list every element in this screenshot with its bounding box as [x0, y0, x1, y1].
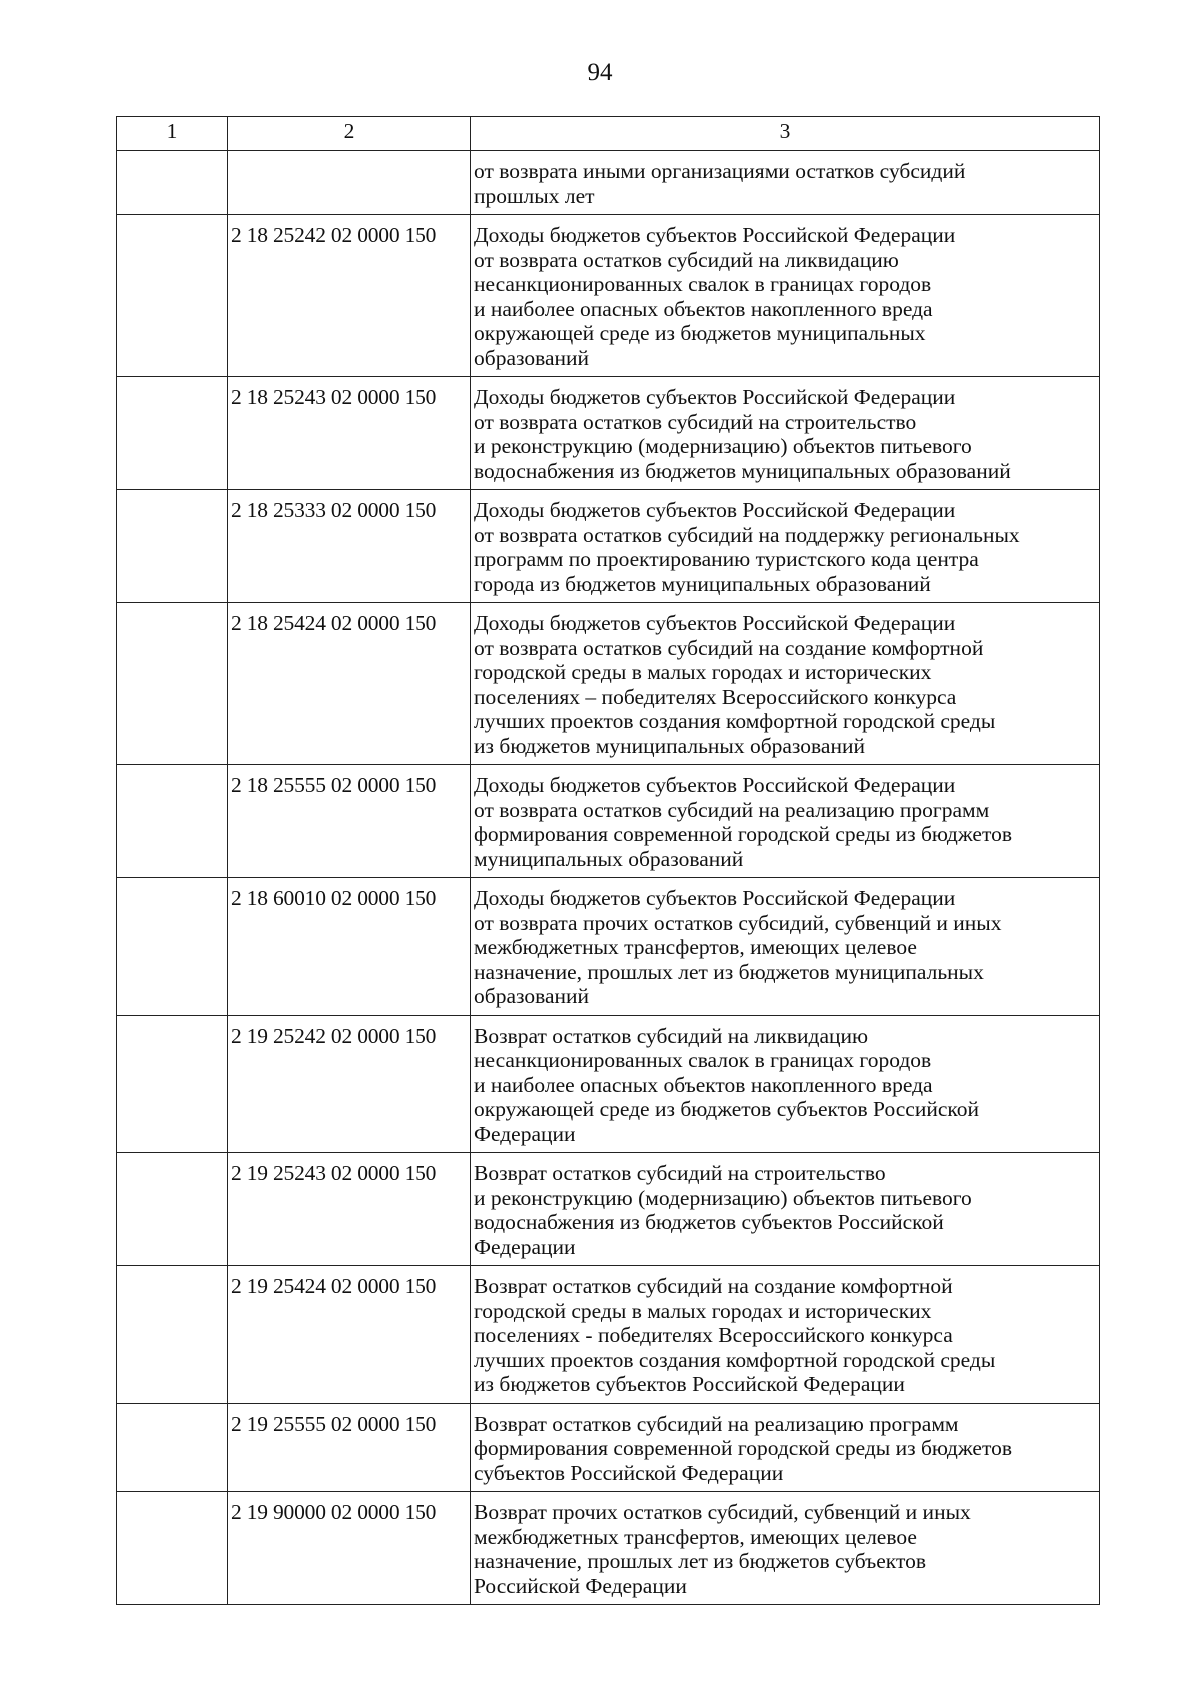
row-number-cell	[117, 490, 228, 603]
budget-code-cell: 2 18 25555 02 0000 150	[228, 765, 471, 878]
description-cell	[471, 1403, 1100, 1492]
description-line: города из бюджетов муниципальных образований	[474, 571, 931, 596]
table-row	[117, 1266, 1100, 1404]
description-line: Российской Федерации	[474, 1573, 687, 1598]
description-line: несанкционированных свалок в границах городов	[474, 1048, 932, 1072]
description-line: от возврата иными организациями остатков субсидий	[474, 159, 966, 183]
description-line: образований	[474, 984, 590, 1008]
row-number-cell	[117, 1266, 228, 1404]
budget-code-cell: 2 18 25424 02 0000 150	[228, 603, 471, 765]
budget-code-cell	[228, 151, 471, 215]
description-line: Возврат остатков субсидий на реализацию программ	[474, 1411, 959, 1436]
budget-code-cell: 2 19 25555 02 0000 150	[228, 1403, 471, 1492]
budget-code-cell: 2 19 25242 02 0000 150	[228, 1015, 471, 1153]
description-line: Возврат прочих остатков субсидий, субвенций и иных	[474, 1500, 971, 1524]
table-row	[117, 878, 1100, 1016]
description-line: Доходы бюджетов субъектов Российской Федерации	[474, 886, 956, 910]
description-line: из бюджетов субъектов Российской Федерации	[474, 1372, 905, 1396]
description-line: и реконструкцию (модернизацию) объектов питьевого	[474, 1185, 972, 1210]
description-cell	[471, 603, 1100, 765]
description-line: программ по проектированию туристского кода центра	[474, 547, 979, 571]
description-cell	[471, 377, 1100, 490]
column-header-1: 1	[117, 117, 228, 151]
description-line: образований	[474, 345, 590, 370]
budget-code-cell: 2 18 60010 02 0000 150	[228, 878, 471, 1016]
description-line: от возврата остатков субсидий на ликвидацию	[474, 247, 899, 272]
table-row	[117, 1403, 1100, 1492]
description-cell	[471, 1492, 1100, 1605]
row-number-cell	[117, 1015, 228, 1153]
description-line: лучших проектов создания комфортной городской среды	[474, 709, 996, 733]
description-line: Федерации	[474, 1234, 576, 1259]
budget-code-cell: 2 18 25242 02 0000 150	[228, 215, 471, 377]
table-row	[117, 151, 1100, 215]
budget-classification-table	[116, 116, 1100, 1605]
description-line: окружающей среде из бюджетов муниципальных	[474, 321, 926, 345]
budget-code-cell: 2 19 90000 02 0000 150	[228, 1492, 471, 1605]
description-cell	[471, 765, 1100, 878]
description-line: от возврата остатков субсидий на создание комфортной	[474, 635, 984, 660]
description-line: поселениях - победителях Всероссийского конкурса	[474, 1323, 953, 1347]
description-line: от возврата остатков субсидий на реализацию программ	[474, 797, 990, 822]
row-number-cell	[117, 1492, 228, 1605]
description-line: водоснабжения из бюджетов муниципальных образований	[474, 458, 1011, 483]
description-line: муниципальных образований	[474, 846, 744, 871]
row-number-cell	[117, 1153, 228, 1266]
description-line: Возврат остатков субсидий на создание комфортной	[474, 1274, 953, 1298]
description-line: городской среды в малых городах и исторических	[474, 660, 932, 684]
row-number-cell	[117, 765, 228, 878]
description-line: и наиболее опасных объектов накопленного вреда	[474, 296, 933, 321]
description-line: лучших проектов создания комфортной городской среды	[474, 1347, 996, 1372]
table-row	[117, 1492, 1100, 1605]
budget-code-cell: 2 18 25333 02 0000 150	[228, 490, 471, 603]
row-number-cell	[117, 878, 228, 1016]
column-header-2: 2	[228, 117, 471, 151]
description-cell	[471, 1015, 1100, 1153]
column-header-3: 3	[471, 117, 1100, 151]
description-line: Доходы бюджетов субъектов Российской Федерации	[474, 498, 956, 522]
description-line: водоснабжения из бюджетов субъектов Российской	[474, 1210, 944, 1234]
table-row	[117, 1153, 1100, 1266]
budget-code-cell: 2 19 25424 02 0000 150	[228, 1266, 471, 1404]
description-line: от возврата прочих остатков субсидий, субвенций и иных	[474, 910, 1002, 935]
table-row	[117, 603, 1100, 765]
description-line: Доходы бюджетов субъектов Российской Федерации	[474, 773, 956, 797]
table-row	[117, 1015, 1100, 1153]
description-line: назначение, прошлых лет из бюджетов муниципальных	[474, 959, 984, 984]
description-line: несанкционированных свалок в границах городов	[474, 272, 932, 296]
description-line: из бюджетов муниципальных образований	[474, 733, 865, 758]
budget-code-cell: 2 19 25243 02 0000 150	[228, 1153, 471, 1266]
description-line: субъектов Российской Федерации	[474, 1460, 784, 1485]
description-line: Доходы бюджетов субъектов Российской Федерации	[474, 611, 956, 635]
row-number-cell	[117, 1403, 228, 1492]
table-body	[117, 151, 1100, 1605]
description-line: окружающей среде из бюджетов субъектов Российской	[474, 1097, 979, 1121]
description-line: межбюджетных трансфертов, имеющих целевое	[474, 935, 917, 959]
description-cell	[471, 151, 1100, 215]
budget-code-cell: 2 18 25243 02 0000 150	[228, 377, 471, 490]
row-number-cell	[117, 215, 228, 377]
description-line: от возврата остатков субсидий на строительство	[474, 409, 917, 434]
description-line: Доходы бюджетов субъектов Российской Федерации	[474, 223, 956, 247]
row-number-cell	[117, 603, 228, 765]
description-line: прошлых лет	[474, 183, 595, 208]
description-line: Возврат остатков субсидий на ликвидацию	[474, 1023, 869, 1048]
description-cell	[471, 215, 1100, 377]
description-line: межбюджетных трансфертов, имеющих целевое	[474, 1524, 917, 1549]
description-line: поселениях – победителях Всероссийского конкурса	[474, 684, 957, 709]
table-header-row	[117, 117, 1100, 151]
description-line: назначение, прошлых лет из бюджетов субъектов	[474, 1549, 926, 1573]
description-cell	[471, 878, 1100, 1016]
description-line: и реконструкцию (модернизацию) объектов питьевого	[474, 434, 972, 458]
description-line: Федерации	[474, 1121, 576, 1146]
description-cell	[471, 1266, 1100, 1404]
table-row	[117, 765, 1100, 878]
description-cell	[471, 1153, 1100, 1266]
row-number-cell	[117, 377, 228, 490]
page-number: 94	[587, 59, 613, 86]
description-line: и наиболее опасных объектов накопленного вреда	[474, 1072, 933, 1097]
table-row	[117, 215, 1100, 377]
description-line: Доходы бюджетов субъектов Российской Федерации	[474, 385, 956, 409]
description-line: городской среды в малых городах и исторических	[474, 1298, 932, 1323]
table-row	[117, 490, 1100, 603]
description-cell	[471, 490, 1100, 603]
row-number-cell	[117, 151, 228, 215]
description-line: от возврата остатков субсидий на поддержку региональных	[474, 522, 1020, 547]
description-line: формирования современной городской среды из бюджетов	[474, 1436, 1012, 1460]
table-row	[117, 377, 1100, 490]
description-line: формирования современной городской среды из бюджетов	[474, 822, 1012, 846]
description-line: Возврат остатков субсидий на строительство	[474, 1161, 886, 1185]
